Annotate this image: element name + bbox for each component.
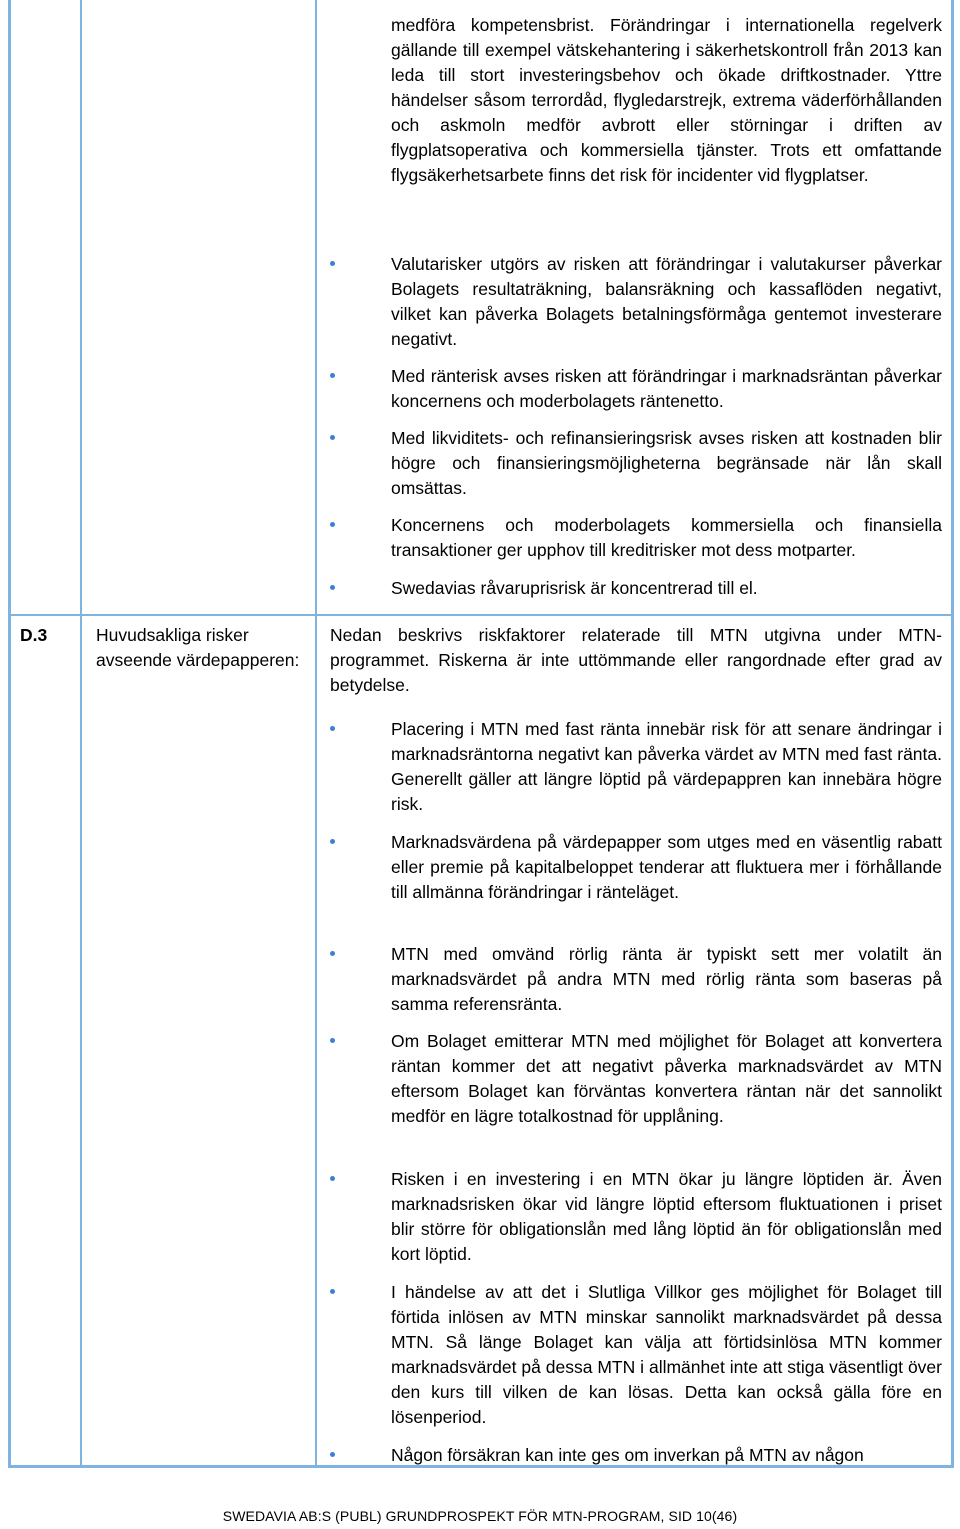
bullet-text: Med likviditets- och refinansieringsrisk avses risken att kostnaden blir högre och finansieringsmöjligheterna begränsade när lån skall omsättas. — [391, 428, 942, 498]
column-divider-2 — [315, 0, 317, 1468]
bullet-icon — [330, 1452, 335, 1457]
bullet-icon — [330, 435, 335, 440]
list-item — [330, 830, 942, 905]
bullet-text: Marknadsvärdena på värdepapper som utges med en väsentlig rabatt eller premie på kapitalbeloppet tenderar att fluktuera mer i förhållande till allmänna förändringar i ränteläget. — [391, 832, 942, 902]
section-heading: Huvudsakliga risker avseende värdepapperen: — [96, 625, 300, 670]
bullet-text: I händelse av att det i Slutliga Villkor ges möjlighet för Bolaget till förtida inlösen av MTN minskar sannolikt marknadsvärdet på dessa MTN. Så länge Bolaget kan välja att förtidsinlösa MTN kommer marknadsvärdet på dessa MTN i allmänhet inte att stiga väsentligt över den kurs till vilken de kan lösas. Detta kan också gälla före en lösenperiod. — [391, 1282, 942, 1427]
column-divider-1 — [80, 0, 82, 1468]
bullet-icon — [330, 951, 335, 956]
bullet-text: Placering i MTN med fast ränta innebär risk för att senare ändringar i marknadsräntorna negativt kan påverka värdet av MTN med fast ränta. Generellt gäller att längre löptid på värdepappren kan innebära högre risk. — [391, 719, 942, 814]
list-item — [330, 252, 942, 352]
list-item — [330, 1167, 942, 1267]
section-number: D.3 — [20, 625, 48, 645]
bullet-icon — [330, 522, 335, 527]
intro-text: Nedan beskrivs riskfaktorer relaterade till MTN utgivna under MTN-programmet. Riskerna är inte uttömmande eller rangordnade efter grad av betydelse. — [330, 625, 942, 695]
continuation-paragraph — [391, 13, 942, 188]
section-intro — [330, 623, 942, 698]
bullet-text: MTN med omvänd rörlig ränta är typiskt sett mer volatilt än marknadsvärdet på andra MTN med rörlig ränta som baseras på samma referensränta. — [391, 944, 942, 1014]
bullet-text: Någon försäkran kan inte ges om inverkan på MTN av någon — [391, 1445, 864, 1465]
bullet-text: Swedavias råvaruprisrisk är koncentrerad till el. — [391, 578, 758, 598]
page-footer: SWEDAVIA AB:S (PUBL) GRUNDPROSPEKT FÖR MTN-PROGRAM, SID 10(46) — [222, 1508, 738, 1524]
list-item — [330, 576, 942, 601]
list-item — [330, 1280, 942, 1430]
bullet-icon — [330, 1038, 335, 1043]
list-item — [330, 426, 942, 501]
bullet-text: Koncernens och moderbolagets kommersiella och finansiella transaktioner ger upphov till kreditrisker mot dess motparter. — [391, 515, 942, 560]
bullet-icon — [330, 261, 335, 266]
bullet-icon — [330, 373, 335, 378]
list-item — [330, 364, 942, 414]
bullet-icon — [330, 726, 335, 731]
list-item — [330, 717, 942, 817]
bullet-icon — [330, 839, 335, 844]
bullet-text: Risken i en investering i en MTN ökar ju längre löptiden är. Även marknadsrisken ökar vid längre löptid eftersom fluktuationen i priset blir större för obligationslån med lång löptid än för obligationslån med kort löptid. — [391, 1169, 942, 1264]
bullet-text: Valutarisker utgörs av risken att förändringar i valutakurser påverkar Bolagets resultaträkning, balansräkning och kassaflöden negativt, vilket kan påverka Bolagets betalningsförmåga gentemot investerare negativt. — [391, 254, 942, 349]
bullet-icon — [330, 1176, 335, 1181]
row-divider-d3 — [8, 614, 954, 616]
list-item — [330, 1029, 942, 1129]
bullet-icon — [330, 1289, 335, 1294]
bullet-text: Med ränterisk avses risken att förändringar i marknadsräntan påverkar koncernens och moderbolagets räntenetto. — [391, 366, 942, 411]
list-item — [330, 1443, 942, 1468]
list-item — [330, 513, 942, 563]
list-item — [330, 942, 942, 1017]
continuation-text: medföra kompetensbrist. Förändringar i internationella regelverk gällande till exempel vätskehantering i säkerhetskontroll från 2013 kan leda till stort investeringsbehov och ökade driftkostnader. Yttre händelser såsom terrordåd, flygledarstrejk, extrema väderförhållanden och askmoln medför avbrott eller störningar i driften av flygplatsoperativa och kommersiella tjänster. Trots ett omfattande flygsäkerhetsarbete finns det risk för incidenter vid flygplatser. — [391, 15, 942, 185]
bullet-icon — [330, 585, 335, 590]
bullet-text: Om Bolaget emitterar MTN med möjlighet för Bolaget att konvertera räntan kommer det att negativt påverka marknadsvärdet av MTN eftersom Bolaget kan förväntas konvertera räntan när det sannolikt medför en lägre totalkostnad för upplåning. — [391, 1031, 942, 1126]
